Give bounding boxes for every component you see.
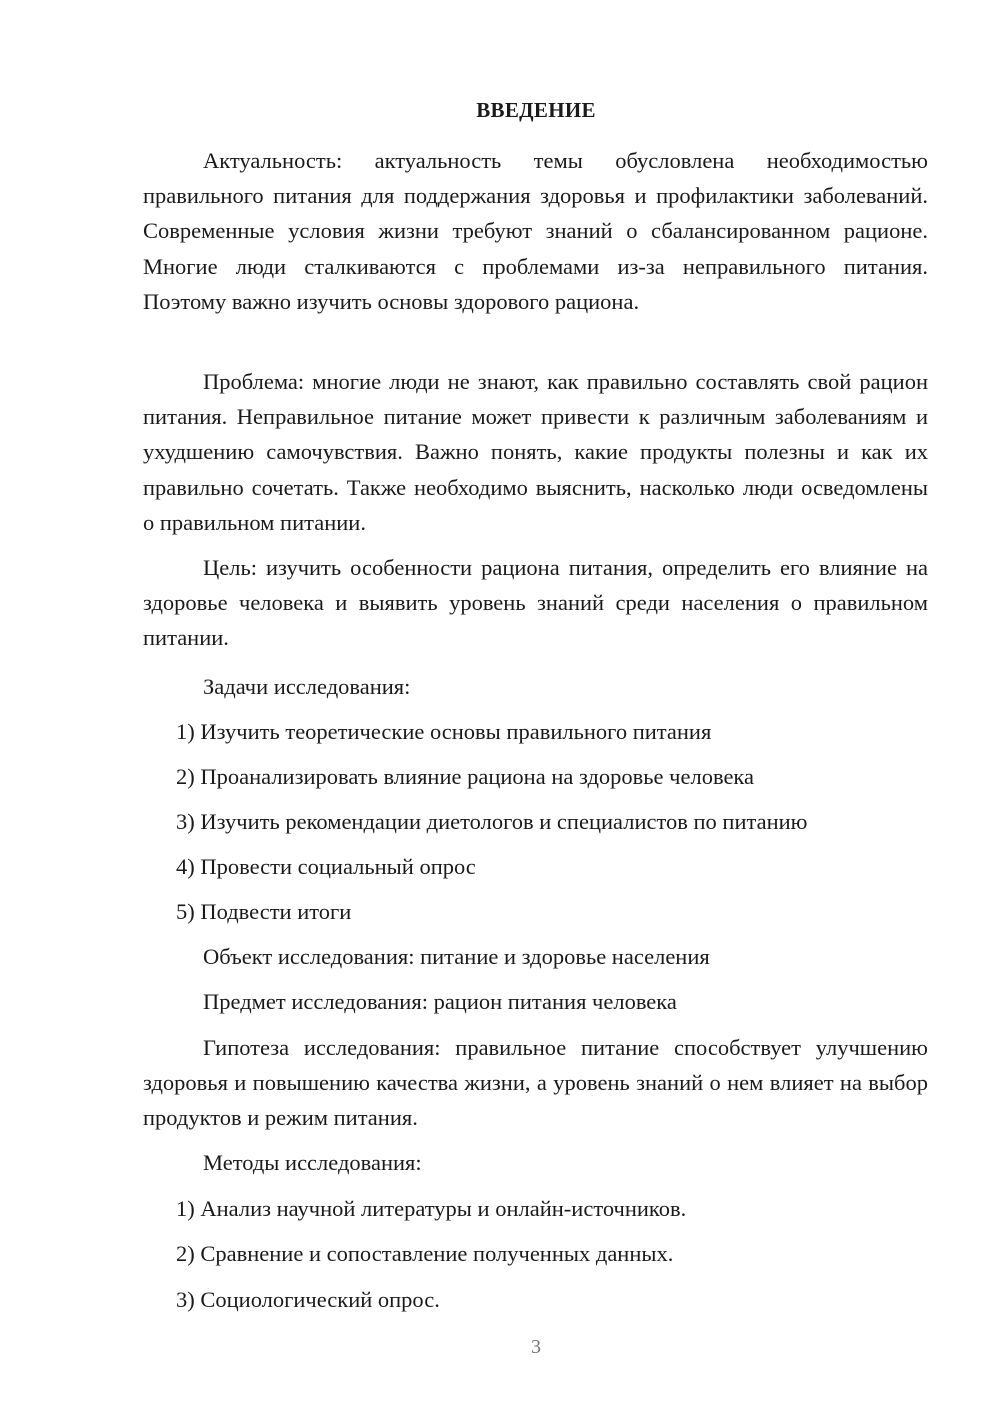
task-item: 5) Подвести итоги: [176, 899, 352, 924]
method-item: 2) Сравнение и сопоставление полученных данных.: [176, 1241, 674, 1266]
page-number: 3: [531, 1336, 541, 1358]
task-item: 2) Проанализировать влияние рациона на здоровье человека: [176, 764, 755, 789]
methods-heading: Методы исследования:: [203, 1150, 422, 1175]
hypothesis-paragraph: Гипотеза исследования: правильное питание способствует улучшению здоровья и повышению качества жизни, а уровень знаний о нем влияет на выбор продуктов и режим питания.: [143, 1035, 928, 1131]
task-item: 4) Провести социальный опрос: [176, 854, 476, 879]
subject-paragraph: Предмет исследования: рацион питания человека: [203, 989, 677, 1014]
page-title: ВВЕДЕНИЕ: [476, 98, 596, 122]
method-item: 3) Социологический опрос.: [176, 1287, 440, 1312]
task-item: 1) Изучить теоретические основы правильного питания: [176, 719, 712, 744]
object-paragraph: Объект исследования: питание и здоровье населения: [203, 944, 710, 969]
problem-paragraph: Проблема: многие люди не знают, как правильно составлять свой рацион питания. Неправильное питание может привести к различным заболеваниям и ухудшению самочувствия. Важно понять, какие продукты полезны и как их правильно сочетать. Также необходимо выяснить, насколько люди осведомлены о правильном питании.: [143, 369, 928, 535]
tasks-heading: Задачи исследования:: [203, 674, 411, 699]
task-item: 3) Изучить рекомендации диетологов и специалистов по питанию: [176, 809, 808, 834]
relevance-paragraph: Актуальность: актуальность темы обусловлена необходимостью правильного питания для поддержания здоровья и профилактики заболеваний. Современные условия жизни требуют знаний о сбалансированном рационе. Многие люди сталкиваются с проблемами из-за неправильного питания. Поэтому важно изучить основы здорового рациона.: [143, 148, 928, 314]
goal-paragraph: Цель: изучить особенности рациона питания, определить его влияние на здоровье человека и выявить уровень знаний среди населения о правильном питании.: [143, 555, 928, 651]
method-item: 1) Анализ научной литературы и онлайн-источников.: [176, 1196, 687, 1221]
